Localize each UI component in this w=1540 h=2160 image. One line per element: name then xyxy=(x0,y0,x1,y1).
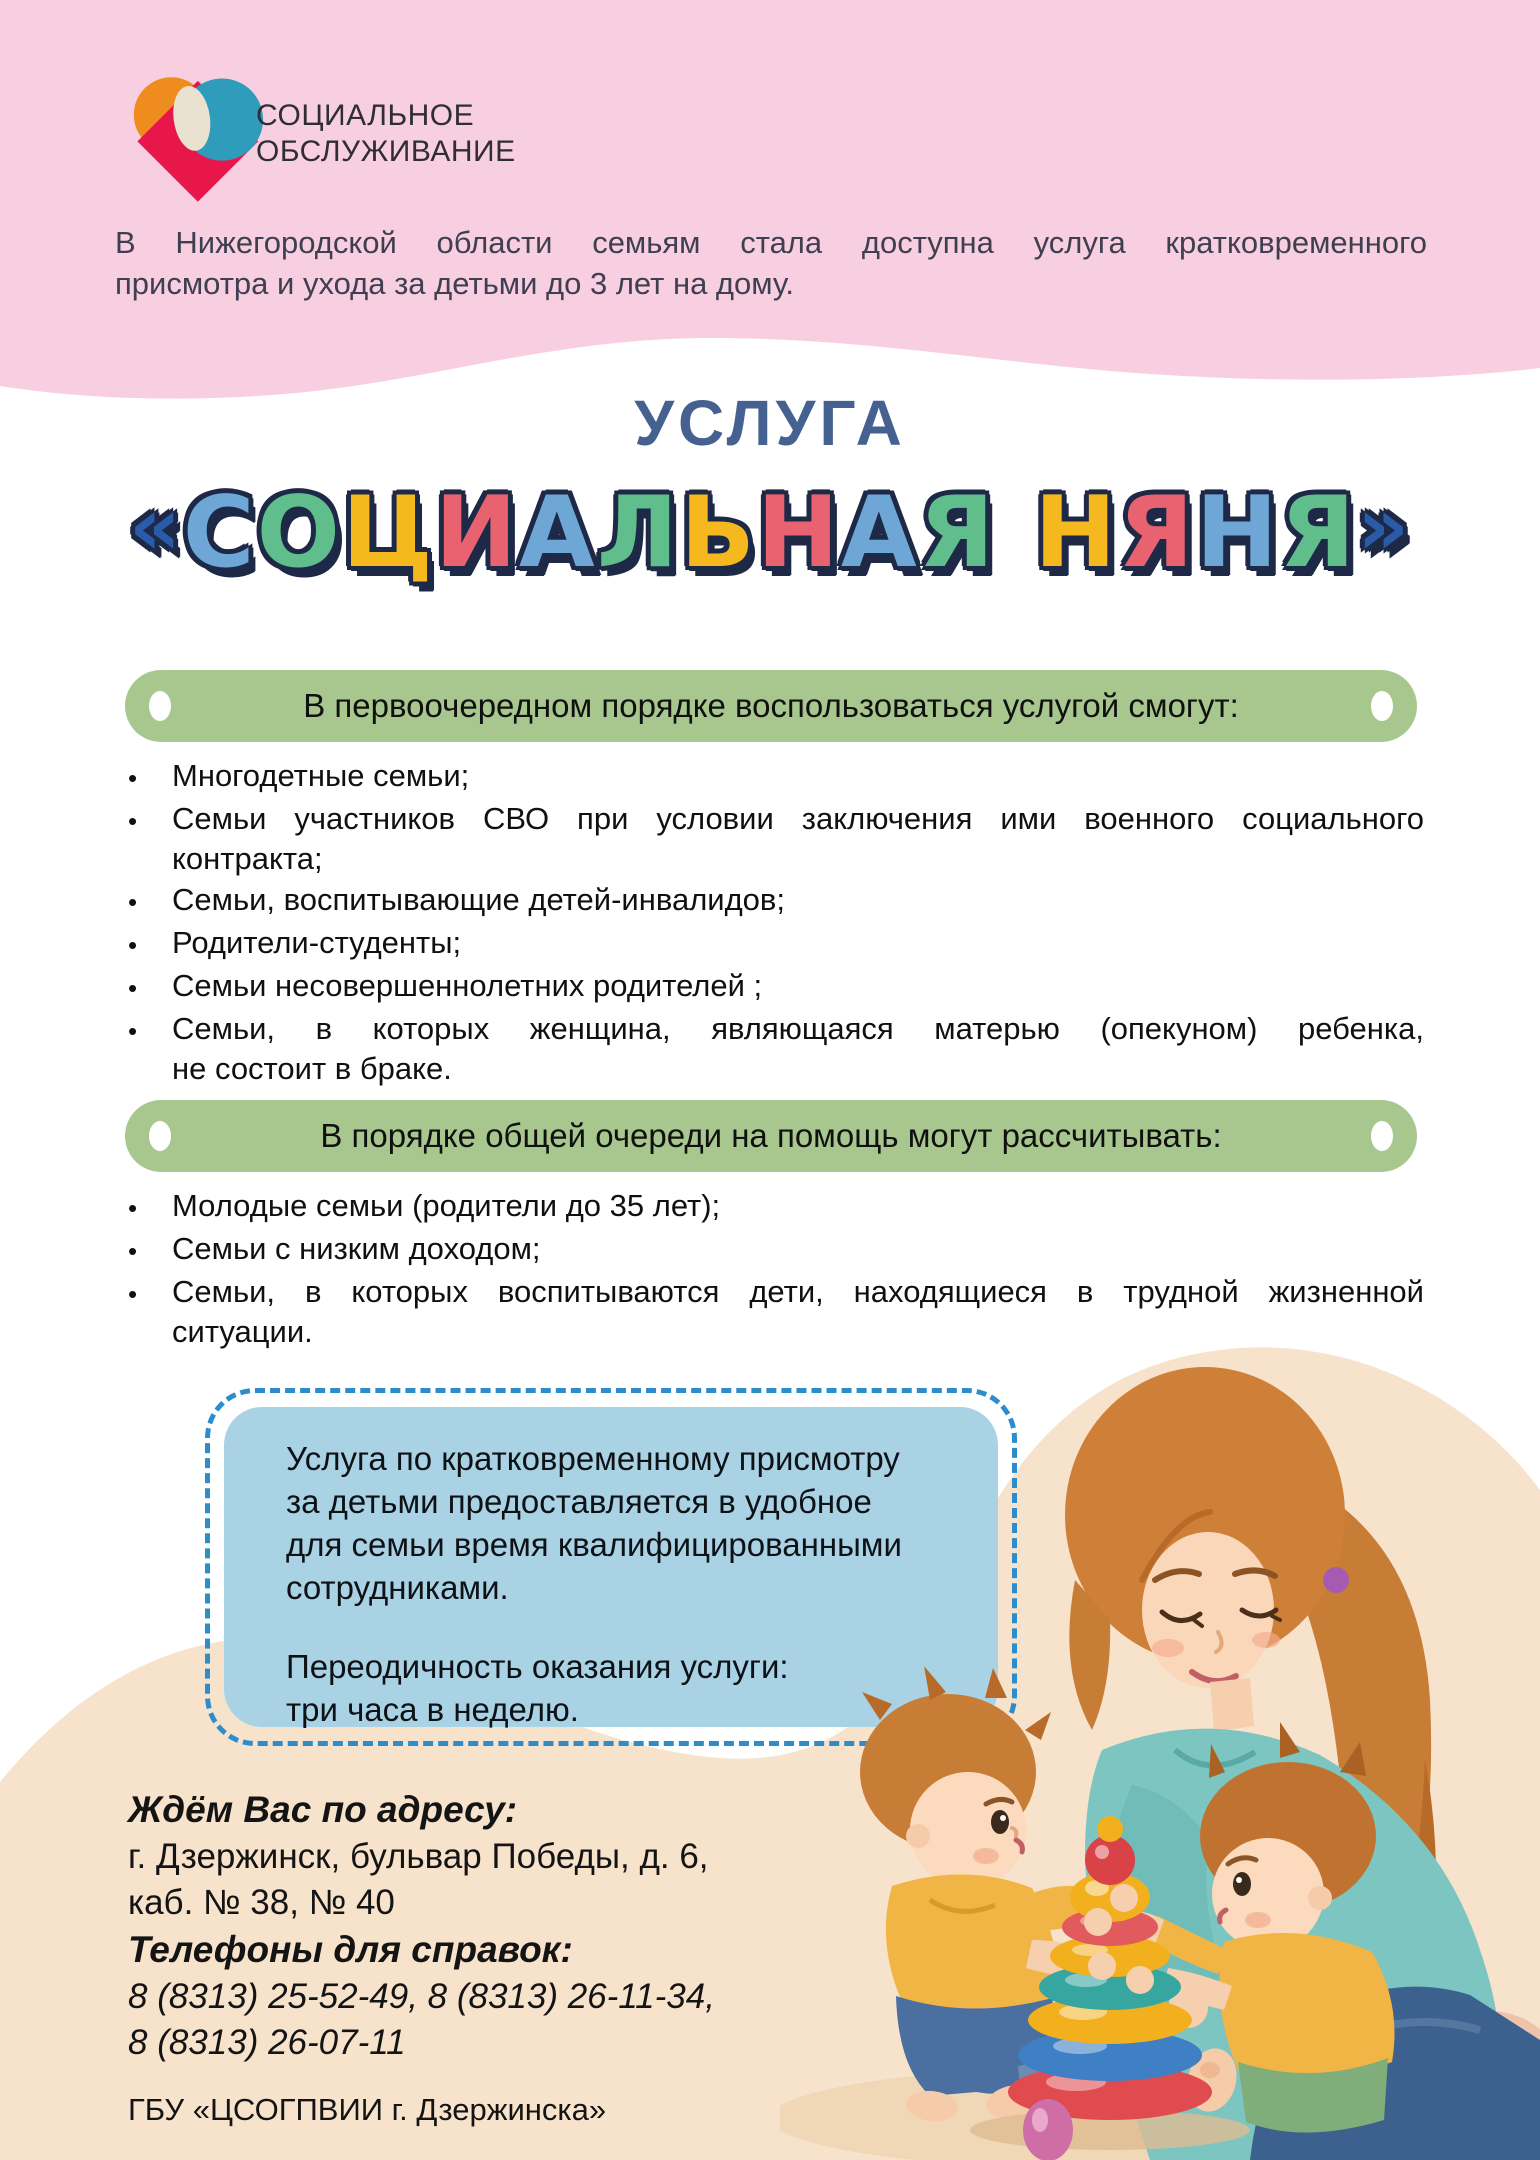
bullet-icon: • xyxy=(128,1016,138,1046)
bubble-letter: Л xyxy=(596,476,681,590)
bullet-icon: • xyxy=(128,1279,138,1309)
bullet-icon: • xyxy=(128,1236,138,1266)
bubble-title xyxy=(0,476,1540,590)
bubble-letter: Я xyxy=(918,476,997,590)
text-line: Молодые семьи (родители до 35 лет); xyxy=(172,1188,721,1223)
heart-logo-icon xyxy=(118,64,268,209)
list-item-text xyxy=(172,880,1424,922)
list-item xyxy=(128,799,1424,879)
bubble-letter: » xyxy=(1357,480,1411,573)
bubble-letter: С xyxy=(182,476,257,590)
phone-line2: 8 (8313) 26-07-11 xyxy=(128,2023,406,2062)
address-line2: каб. № 38, № 40 xyxy=(128,1883,395,1922)
text-line: Родители-студенты; xyxy=(172,925,462,960)
bubble-letter: О xyxy=(256,476,342,590)
address-line1: г. Дзержинск, бульвар Победы, д. 6, xyxy=(128,1837,709,1876)
text-line: Услуга по кратковременному присмотру xyxy=(286,1440,900,1477)
illustration-nanny xyxy=(780,1280,1540,2160)
bubble-letter: А xyxy=(518,476,597,590)
text-line: присмотра и ухода за детьми до 3 лет на дому. xyxy=(115,266,794,301)
bullet-icon: • xyxy=(128,887,138,917)
bullet-icon: • xyxy=(128,930,138,960)
text-line: для семьи время квалифицированными xyxy=(286,1526,902,1563)
bubble-letter: Ц xyxy=(341,476,435,590)
bubble-letter: « xyxy=(129,480,183,573)
list-item xyxy=(128,966,1424,1008)
text-line: ситуации. xyxy=(172,1314,313,1349)
text-line: Семьи, воспитывающие детей-инвалидов; xyxy=(172,882,786,917)
banner-dot-icon xyxy=(149,691,171,721)
text-line: три часа в неделю. xyxy=(286,1691,579,1728)
banner-dot-icon xyxy=(1371,691,1393,721)
general-banner xyxy=(125,1100,1417,1172)
text-line: Переодичность оказания услуги: xyxy=(286,1648,789,1685)
brand-name xyxy=(256,98,516,170)
text-line: не состоит в браке. xyxy=(172,1051,452,1086)
text-line: Семьи, в которых женщина, являющаяся матерью (опекуном) ребенка, xyxy=(172,1011,1424,1046)
text-line: сотрудниками. xyxy=(286,1569,509,1606)
list-item xyxy=(128,1186,1424,1228)
bubble-letter: Н xyxy=(1034,476,1119,590)
address-label: Ждём Вас по адресу: xyxy=(128,1789,518,1830)
bubble-letter: А xyxy=(840,476,919,590)
bubble-letter: И xyxy=(434,476,519,590)
brand-line2: ОБСЛУЖИВАНИЕ xyxy=(256,135,516,168)
text-line: Многодетные семьи; xyxy=(172,758,470,793)
brand-line1: СОЦИАЛЬНОЕ xyxy=(256,99,475,132)
banner-dot-icon xyxy=(149,1121,171,1151)
list-item xyxy=(128,880,1424,922)
bullet-icon: • xyxy=(128,763,138,793)
list-item xyxy=(128,923,1424,965)
contacts-block xyxy=(128,1786,768,2128)
priority-banner-label: В первоочередном порядке воспользоваться услугой смогут: xyxy=(303,687,1239,724)
list-item-text xyxy=(172,756,1424,798)
general-banner-label: В порядке общей очереди на помощь могут рассчитывать: xyxy=(320,1117,1222,1154)
text-line: Семьи с низким доходом; xyxy=(172,1231,541,1266)
bubble-letter: Н xyxy=(1195,476,1280,590)
priority-list xyxy=(128,756,1424,1090)
bubble-letter: Я xyxy=(1118,476,1196,590)
text-line: за детьми предоставляется в удобное xyxy=(286,1483,872,1520)
text-line: Семьи участников СВО при условии заключения ими военного социального xyxy=(172,801,1424,836)
org-name: ГБУ «ЦСОГПВИИ г. Дзержинска» xyxy=(128,2092,607,2127)
list-item xyxy=(128,1229,1424,1271)
bullet-icon: • xyxy=(128,1193,138,1223)
phone-line1: 8 (8313) 25-52-49, 8 (8313) 26-11-34, xyxy=(128,1977,715,2016)
text-line: Семьи, в которых воспитываются дети, находящиеся в трудной жизненной xyxy=(172,1274,1424,1309)
text-line: Семьи несовершеннолетних родителей ; xyxy=(172,968,763,1003)
list-item xyxy=(128,756,1424,798)
list-item xyxy=(128,1009,1424,1089)
banner-dot-icon xyxy=(1371,1121,1393,1151)
list-item-text xyxy=(172,966,1424,1008)
pink-egg xyxy=(1023,2099,1073,2160)
list-item-text xyxy=(172,799,1424,879)
text-line: контракта; xyxy=(172,841,323,876)
bullet-icon: • xyxy=(128,806,138,836)
bubble-letter: Я xyxy=(1279,476,1358,590)
bubble-letter: Н xyxy=(756,476,841,590)
text-line: В Нижегородской области семьям стала доступна услуга кратковременного xyxy=(115,225,1427,260)
list-item-text xyxy=(172,923,1424,965)
intro-paragraph xyxy=(115,222,1427,304)
priority-banner xyxy=(125,670,1417,742)
bubble-letter: Ь xyxy=(680,476,757,590)
bullet-icon: • xyxy=(128,973,138,1003)
service-kicker: УСЛУГА xyxy=(634,387,906,459)
list-item-text xyxy=(172,1186,1424,1228)
phones-label: Телефоны для справок: xyxy=(128,1929,573,1970)
list-item-text xyxy=(172,1009,1424,1089)
list-item-text xyxy=(172,1229,1424,1271)
